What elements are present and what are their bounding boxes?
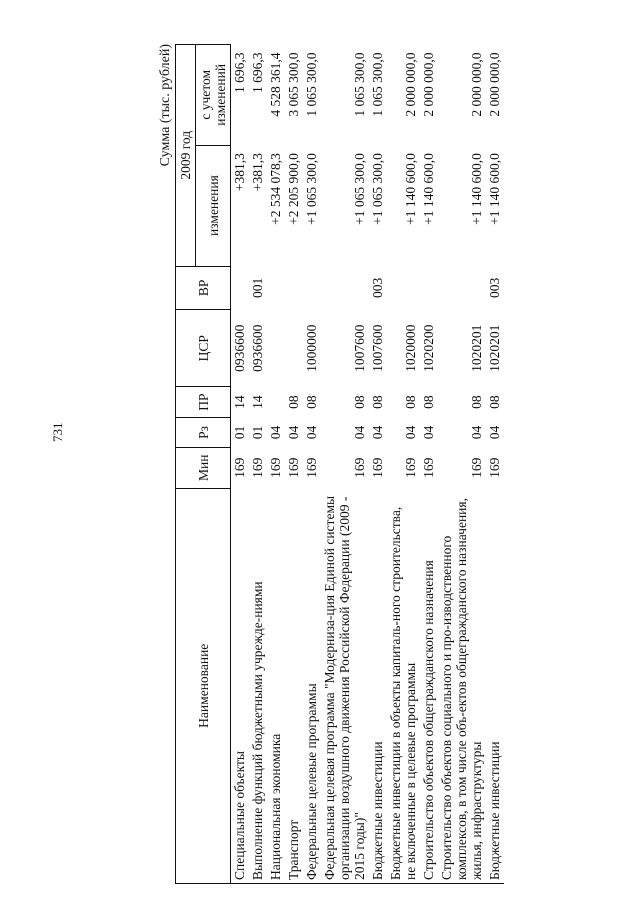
cell-csr: 1007600 — [352, 324, 367, 372]
cell-pr: 08 — [487, 395, 502, 409]
cell-vr: 003 — [487, 277, 502, 298]
cell-pr: 08 — [352, 395, 367, 409]
cell-total: 3 065 300,0 — [286, 52, 301, 117]
header-rz: Рз — [176, 417, 231, 447]
cell-change: +1 065 300,0 — [304, 153, 319, 225]
rotated-table-container — [158, 44, 608, 884]
cell-name: Строительство объектов общегражданского назначения — [420, 488, 438, 883]
cell-rz: 04 — [487, 425, 502, 440]
cell-csr: 0936600 — [232, 324, 247, 372]
cell-vr — [438, 266, 486, 310]
cell-total: 1 065 300,0 — [352, 52, 367, 117]
cell-change: +1 140 600,0 — [469, 153, 484, 225]
cell-name: Специальные объекты — [231, 488, 250, 883]
cell-csr: 1000000 — [304, 324, 319, 372]
cell-rz: 04 — [268, 425, 283, 440]
cell-name: Бюджетные инвестиции в объекты капиталь-ного строительства, не включенные в целевые программы — [387, 488, 420, 883]
cell-min: 169 — [487, 457, 502, 478]
cell-change: +1 140 600,0 — [403, 153, 418, 225]
cell-rz: 04 — [421, 425, 436, 440]
table-row — [285, 45, 303, 884]
cell-pr: 08 — [286, 395, 301, 409]
cell-name: Федеральные целевые программы — [303, 488, 321, 883]
cell-min: 169 — [268, 457, 283, 478]
cell-vr: 003 — [370, 277, 385, 298]
table-row — [438, 45, 486, 884]
table-row — [369, 45, 387, 884]
header-vr: ВР — [176, 266, 231, 310]
cell-change: +381,3 — [250, 153, 265, 192]
cell-pr: 08 — [304, 395, 319, 409]
cell-vr — [321, 266, 369, 310]
cell-vr — [387, 266, 420, 310]
budget-table — [175, 44, 504, 884]
cell-vr — [267, 266, 285, 310]
header-pr: ПР — [176, 387, 231, 418]
cell-min: 169 — [352, 457, 367, 478]
cell-rz: 04 — [352, 425, 367, 440]
cell-csr: 1020000 — [403, 324, 418, 372]
cell-min: 169 — [232, 457, 247, 478]
cell-pr: 14 — [232, 395, 247, 409]
cell-name: Бюджетные инвестиции — [486, 488, 504, 883]
cell-change: +1 140 600,0 — [487, 153, 502, 225]
cell-csr: 1007600 — [370, 324, 385, 372]
cell-csr: 1020200 — [421, 324, 436, 372]
cell-csr: 1020201 — [469, 324, 484, 372]
table-row — [321, 45, 369, 884]
header-name: Наименование — [176, 488, 231, 883]
cell-pr — [267, 387, 285, 418]
table-header — [176, 45, 231, 884]
table-row — [486, 45, 504, 884]
cell-pr: 08 — [421, 395, 436, 409]
cell-min: 169 — [304, 457, 319, 478]
cell-total: 2 000 000,0 — [421, 52, 436, 117]
cell-csr — [267, 310, 285, 387]
cell-pr: 08 — [370, 395, 385, 409]
cell-name: Бюджетные инвестиции — [369, 488, 387, 883]
cell-name: Выполнение функций бюджетными учрежде-ниями — [249, 488, 267, 883]
cell-min: 169 — [250, 457, 265, 478]
table-body — [231, 45, 505, 884]
cell-name: Транспорт — [285, 488, 303, 883]
header-with-changes: с учетом изменений — [196, 45, 231, 146]
table-row — [303, 45, 321, 884]
header-min: Мин — [176, 448, 231, 488]
cell-vr — [420, 266, 438, 310]
cell-change: +1 065 300,0 — [352, 153, 367, 225]
cell-change: +2 534 078,3 — [268, 153, 283, 225]
cell-rz: 04 — [286, 425, 301, 440]
cell-change: +2 205 900,0 — [286, 153, 301, 225]
cell-rz: 04 — [304, 425, 319, 440]
table-row — [267, 45, 285, 884]
cell-change: +1 140 600,0 — [421, 153, 436, 225]
cell-min: 169 — [370, 457, 385, 478]
cell-min: 169 — [421, 457, 436, 478]
cell-total: 1 696,3 — [250, 52, 265, 93]
cell-total: 1 696,3 — [232, 52, 247, 93]
cell-min: 169 — [469, 457, 484, 478]
cell-pr: 14 — [250, 395, 265, 409]
cell-change: +381,3 — [232, 153, 247, 192]
cell-pr: 08 — [469, 395, 484, 409]
cell-total: 2 000 000,0 — [487, 52, 502, 117]
cell-name: Федеральная целевая программа "Модерниза-ция Единой системы организации воздушного движения Российской Федерации (2009 - 2015 годы)" — [321, 488, 369, 883]
table-row — [387, 45, 420, 884]
page-number: 731 — [50, 422, 65, 442]
cell-vr: 001 — [250, 277, 265, 298]
cell-name: Строительство объектов социального и про-изводственного комплексов, в том числе объ-ектов общегражданского назначения, жилья, инфраструктуры — [438, 488, 486, 883]
cell-csr: 1020201 — [487, 324, 502, 372]
cell-min: 169 — [286, 457, 301, 478]
cell-total: 4 528 361,4 — [268, 52, 283, 117]
cell-name: Национальная экономика — [267, 488, 285, 883]
cell-total: 1 065 300,0 — [370, 52, 385, 117]
unit-caption: Сумма (тыс. рублей) — [158, 44, 173, 167]
cell-vr — [303, 266, 321, 310]
cell-total: 1 065 300,0 — [304, 52, 319, 117]
cell-rz: 01 — [250, 425, 265, 440]
header-changes: изменения — [196, 145, 231, 266]
header-year: 2009 год — [176, 45, 196, 267]
cell-rz: 04 — [469, 425, 484, 440]
header-csr: ЦСР — [176, 310, 231, 387]
cell-pr: 08 — [403, 395, 418, 409]
table-row — [420, 45, 438, 884]
table-row — [249, 45, 267, 884]
cell-csr — [285, 310, 303, 387]
cell-min: 169 — [403, 457, 418, 478]
cell-total: 2 000 000,0 — [403, 52, 418, 117]
cell-rz: 01 — [232, 425, 247, 440]
cell-rz: 04 — [370, 425, 385, 440]
cell-vr — [231, 266, 250, 310]
cell-total: 2 000 000,0 — [469, 52, 484, 117]
cell-change: +1 065 300,0 — [370, 153, 385, 225]
table-row — [231, 45, 250, 884]
cell-rz: 04 — [403, 425, 418, 440]
cell-csr: 0936600 — [250, 324, 265, 372]
cell-vr — [285, 266, 303, 310]
